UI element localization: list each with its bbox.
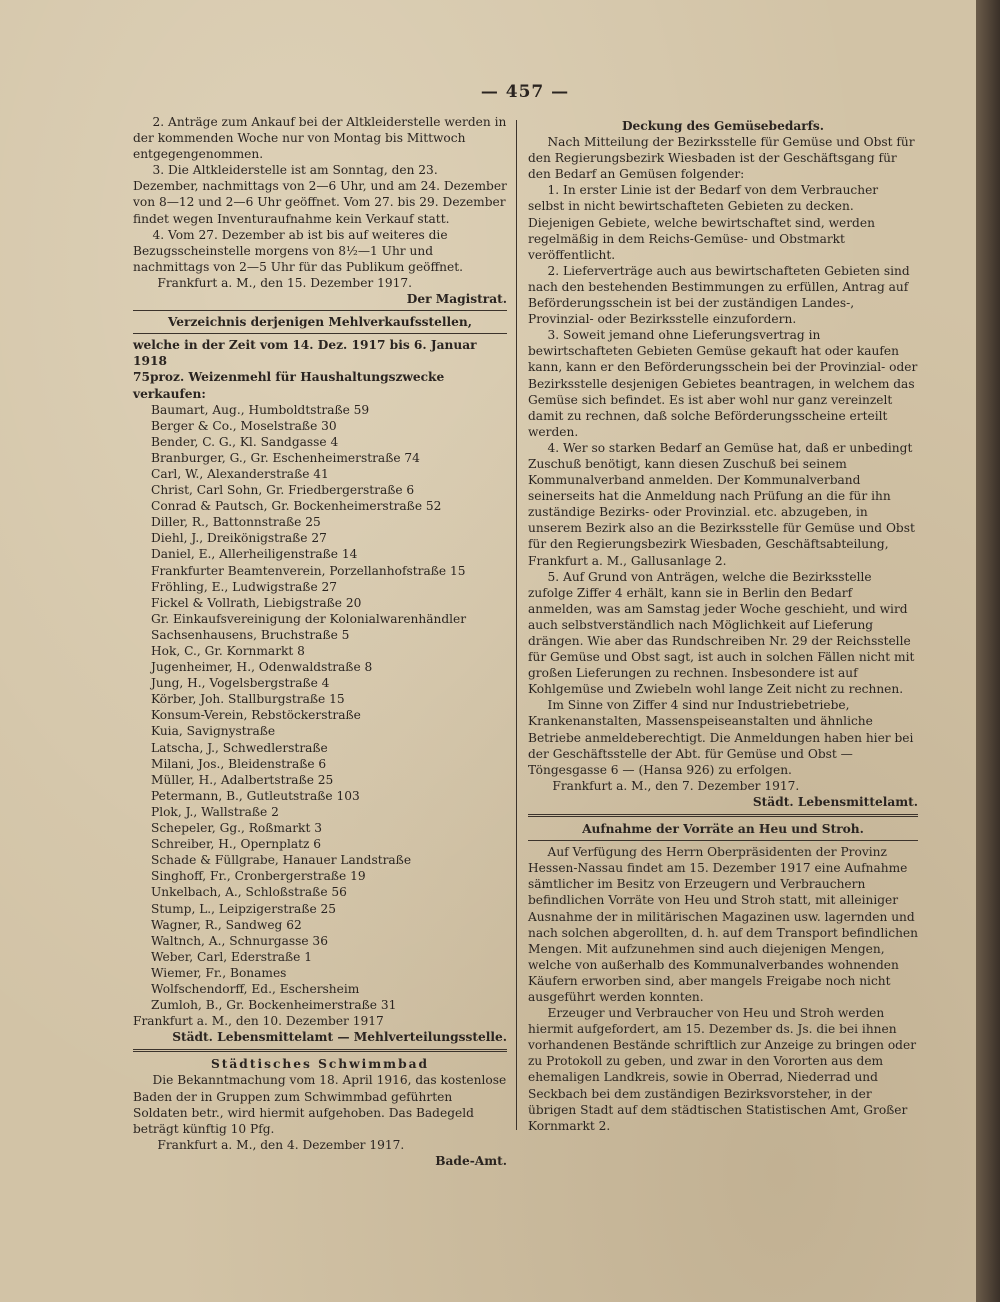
list-item: Branburger, G., Gr. Eschenheimerstraße 74 xyxy=(151,450,420,465)
list-item: Daniel, E., Allerheiligenstraße 14 xyxy=(151,547,358,562)
dateline: Frankfurt a. M., den 15. Dezember 1917. xyxy=(157,275,413,290)
list-item: Singhoff, Fr., Cronbergerstraße 19 xyxy=(151,869,366,884)
notice-paragraph: Die Bekanntmachung vom 18. April 1916, das kostenlose Baden der in Gruppen zum Schwimmbad geführten Soldaten betr., wird hiermit aufgehoben. Das Badegeld beträgt künftig 10 Pfg. xyxy=(133,1073,507,1136)
signature: Städt. Lebensmittelamt — Mehlverteilungsstelle. xyxy=(172,1030,507,1045)
notice-paragraph: 3. Die Altkleiderstelle ist am Sonntag, den 23. Dezember, nachmittags von 2—6 Uhr, und am 24. Dezember von 8—12 und 2—6 Uhr geöffnet. Vom 27. bis 29. Dezember findet wegen Inventuraufnahme kein Verkauf statt. xyxy=(133,163,507,226)
gemuese-notice xyxy=(528,118,918,810)
list-item: Christ, Carl Sohn, Gr. Friedbergerstraße 6 xyxy=(151,483,415,498)
list-item: Schepeler, Gg., Roßmarkt 3 xyxy=(151,821,322,836)
page-number: — 457 — xyxy=(480,82,570,102)
dateline: Frankfurt a. M., den 4. Dezember 1917. xyxy=(157,1137,405,1152)
mehl-list-notice xyxy=(133,314,507,1045)
section-divider xyxy=(133,310,507,311)
notice-paragraph: Auf Verfügung des Herrn Oberpräsidenten der Provinz Hessen-Nassau findet am 15. Dezember 1917 eine Aufnahme sämtlicher im Besitz von Erzeugern und Verbrauchern befindlichen Vorräte von Heu und Stroh statt, mit alleiniger Ausnahme der in militärischen Magazinen usw. lagernden und nach solchen abgerollten, d. h. auf dem Transport befindlichen Mengen. Mit aufzunehmen sind auch diejenigen Mengen, welche von außerhalb des Kommunalverbandes wohnenden Käufern erworben sind, aber mangels Freigabe noch nicht ausgeführt werden konnten. xyxy=(528,845,918,1004)
notice-paragraph: Im Sinne von Ziffer 4 sind nur Industriebetriebe, Krankenanstalten, Massenspeiseanstalten und ähnliche Betriebe anmeldeberechtigt. Die Anmeldungen haben hier bei der Geschäftsstelle der Abt. für Gemüse und Obst — Töngesgasse 6 — (Hansa 926) zu erfolgen. xyxy=(528,698,914,777)
list-item: Stump, L., Leipzigerstraße 25 xyxy=(151,901,337,916)
subheading: 75proz. Weizenmehl für Haushaltungszwecke verkaufen: xyxy=(133,370,445,401)
list-item: Frankfurter Beamtenverein, Porzellanhofstraße 15 xyxy=(151,563,466,578)
notice-paragraph: 4. Vom 27. Dezember ab ist bis auf weiteres die Bezugsscheinstelle morgens von 8½—1 Uhr und nachmittags von 2—5 Uhr für das Publikum geöffnet. xyxy=(133,227,463,274)
list-item: Körber, Joh. Stallburgstraße 15 xyxy=(151,692,345,707)
section-heading: Städtisches Schwimmbad xyxy=(210,1057,430,1072)
column-rule xyxy=(516,120,517,1130)
signature: Bade-Amt. xyxy=(435,1153,507,1168)
list-item: Waltnch, A., Schnurgasse 36 xyxy=(151,933,328,948)
altkleider-notice xyxy=(133,114,507,307)
list-item: Milani, Jos., Bleidenstraße 6 xyxy=(151,756,327,771)
list-item: Wagner, R., Sandweg 62 xyxy=(151,917,302,932)
schwimmbad-notice xyxy=(133,1056,507,1169)
signature: Der Magistrat. xyxy=(406,292,507,307)
list-item: Gr. Einkaufsvereinigung der Kolonialwarenhändler Sachsenhausens, Bruchstraße 5 xyxy=(151,611,467,642)
heu-stroh-notice xyxy=(528,821,918,1134)
list-item: Bender, C. G., Kl. Sandgasse 4 xyxy=(151,434,339,449)
list-item: Fröhling, E., Ludwigstraße 27 xyxy=(151,579,338,594)
list-item: Schreiber, H., Opernplatz 6 xyxy=(151,837,322,852)
notice-paragraph: 2. Anträge zum Ankauf bei der Altkleiderstelle werden in der kommenden Woche nur von Montag bis Mittwoch entgegengenommen. xyxy=(133,115,507,162)
list-item: Wiemer, Fr., Bonames xyxy=(151,965,287,980)
subheading: welche in der Zeit vom 14. Dez. 1917 bis 6. Januar 1918 xyxy=(133,338,477,369)
notice-paragraph: 4. Wer so starken Bedarf an Gemüse hat, daß er unbedingt Zuschuß benötigt, kann diesen Zuschuß bei seinem Kommunalverband anmelden. Der Kommunalverband seinerseits hat die Anmeldung nach Prüfung an die für ihn zuständige Bezirks- oder Provinzial. etc. abzugeben, in unserem Bezirk also an die Bezirksstelle für Gemüse und Obst für den Regierungsbezirk Wiesbaden, Geschäftsabteilung, Frankfurt a. M., Gallusanlage 2. xyxy=(528,440,915,568)
section-heading: Aufnahme der Vorräte an Heu und Stroh. xyxy=(582,822,864,837)
dateline: Frankfurt a. M., den 10. Dezember 1917 xyxy=(133,1014,384,1029)
heading-rule xyxy=(133,333,507,334)
section-heading: Verzeichnis derjenigen Mehlverkaufsstellen, xyxy=(167,315,473,330)
list-item: Latscha, J., Schwedlerstraße xyxy=(151,740,328,755)
list-item: Baumart, Aug., Humboldtstraße 59 xyxy=(151,402,370,417)
book-edge xyxy=(976,0,1000,1302)
section-heading: Deckung des Gemüsebedarfs. xyxy=(621,119,825,133)
list-item: Hok, C., Gr. Kornmarkt 8 xyxy=(151,644,305,658)
list-item: Fickel & Vollrath, Liebigstraße 20 xyxy=(151,595,362,610)
notice-paragraph: 1. In erster Linie ist der Bedarf von dem Verbraucher selbst in nicht bewirtschafteten Gebieten zu decken. Diejenigen Gebiete, welche bewirtschaftet sind, werden regelmäßig in dem Reichs-Gemüse- und Obstmarkt veröffentlicht. xyxy=(528,183,879,262)
list-item: Schade & Füllgrabe, Hanauer Landstraße xyxy=(151,853,412,868)
list-item: Wolfschendorff, Ed., Eschersheim xyxy=(151,981,360,996)
right-column xyxy=(528,118,918,1134)
notice-paragraph: 2. Lieferverträge auch aus bewirtschafteten Gebieten sind nach den bestehenden Bestimmungen zu erfüllen, Antrag auf Beförderungsschein ist bei der zuständigen Landes-, Provinzial- oder Bezirksstelle einzufordern. xyxy=(528,263,910,327)
list-item: Plok, J., Wallstraße 2 xyxy=(151,804,279,819)
dateline: Frankfurt a. M., den 7. Dezember 1917. xyxy=(552,778,800,793)
notice-paragraph: Nach Mitteilung der Bezirksstelle für Gemüse und Obst für den Regierungsbezirk Wiesbaden ist der Geschäftsgang für den Bedarf an Gemüsen folgender: xyxy=(528,135,915,182)
notice-paragraph: Erzeuger und Verbraucher von Heu und Stroh werden hiermit aufgefordert, am 15. Dezember ds. Js. die bei ihnen vorhandenen Bestände schriftlich zur Anzeige zu bringen oder zu Protokoll zu geben, und zwar in den Vororten aus dem ehemaligen Landkreis, sowie in Oberrad, Niederrad und Seckbach bei dem zuständigen Bezirksvorsteher, in der übrigen Stadt auf dem städtischen Statistischen Amt, Großer Kornmarkt 2. xyxy=(528,1006,917,1133)
notice-paragraph: 5. Auf Grund von Anträgen, welche die Bezirksstelle zufolge Ziffer 4 erhält, kann sie in Berlin den Bedarf anmelden, was am Samstag jeder Woche geschieht, und wird auch selbstverständlich nach Möglichkeit auf Lieferung drängen. Wie aber das Rundschreiben Nr. 29 der Reichsstelle für Gemüse und Obst sagt, ist auch in solchen Fällen nicht mit großen Lieferungen zu rechnen. Insbesondere ist auf Kohlgemüse und Zwiebeln wohl lange Zeit nicht zu rechnen. xyxy=(528,569,915,697)
list-item: Jung, H., Vogelsbergstraße 4 xyxy=(151,676,330,691)
signature: Städt. Lebensmittelamt. xyxy=(752,794,918,809)
list-item: Diehl, J., Dreikönigstraße 27 xyxy=(151,531,327,546)
list-item: Müller, H., Adalbertstraße 25 xyxy=(151,772,334,787)
left-column xyxy=(133,114,507,1169)
merchant-list xyxy=(133,402,507,1014)
list-item: Kuia, Savignystraße xyxy=(151,724,276,739)
notice-paragraph: 3. Soweit jemand ohne Lieferungsvertrag in bewirtschafteten Gebieten Gemüse gekauft hat oder kaufen kann, kann er den Beförderungsschein bei der Provinzial- oder Bezirksstelle desjenigen Gebietes beantragen, in welchem das Gemüse sich befindet. Es ist aber wohl nur ganz vereinzelt damit zu rechnen, daß solche Beförderungsscheine erteilt werden. xyxy=(528,328,918,439)
list-item: Konsum-Verein, Rebstöckerstraße xyxy=(151,708,361,723)
section-divider xyxy=(528,814,918,817)
list-item: Unkelbach, A., Schloßstraße 56 xyxy=(151,885,347,900)
section-divider xyxy=(133,1049,507,1052)
list-item: Conrad & Pautsch, Gr. Bockenheimerstraße 52 xyxy=(151,499,442,514)
list-item: Diller, R., Battonnstraße 25 xyxy=(151,515,321,530)
list-item: Berger & Co., Moselstraße 30 xyxy=(151,418,337,433)
heading-rule xyxy=(528,840,918,841)
list-item: Weber, Carl, Ederstraße 1 xyxy=(151,949,313,964)
list-item: Jugenheimer, H., Odenwaldstraße 8 xyxy=(151,660,373,675)
list-item: Zumloh, B., Gr. Bockenheimerstraße 31 xyxy=(151,998,397,1013)
list-item: Petermann, B., Gutleutstraße 103 xyxy=(151,788,360,803)
list-item: Carl, W., Alexanderstraße 41 xyxy=(151,466,329,481)
